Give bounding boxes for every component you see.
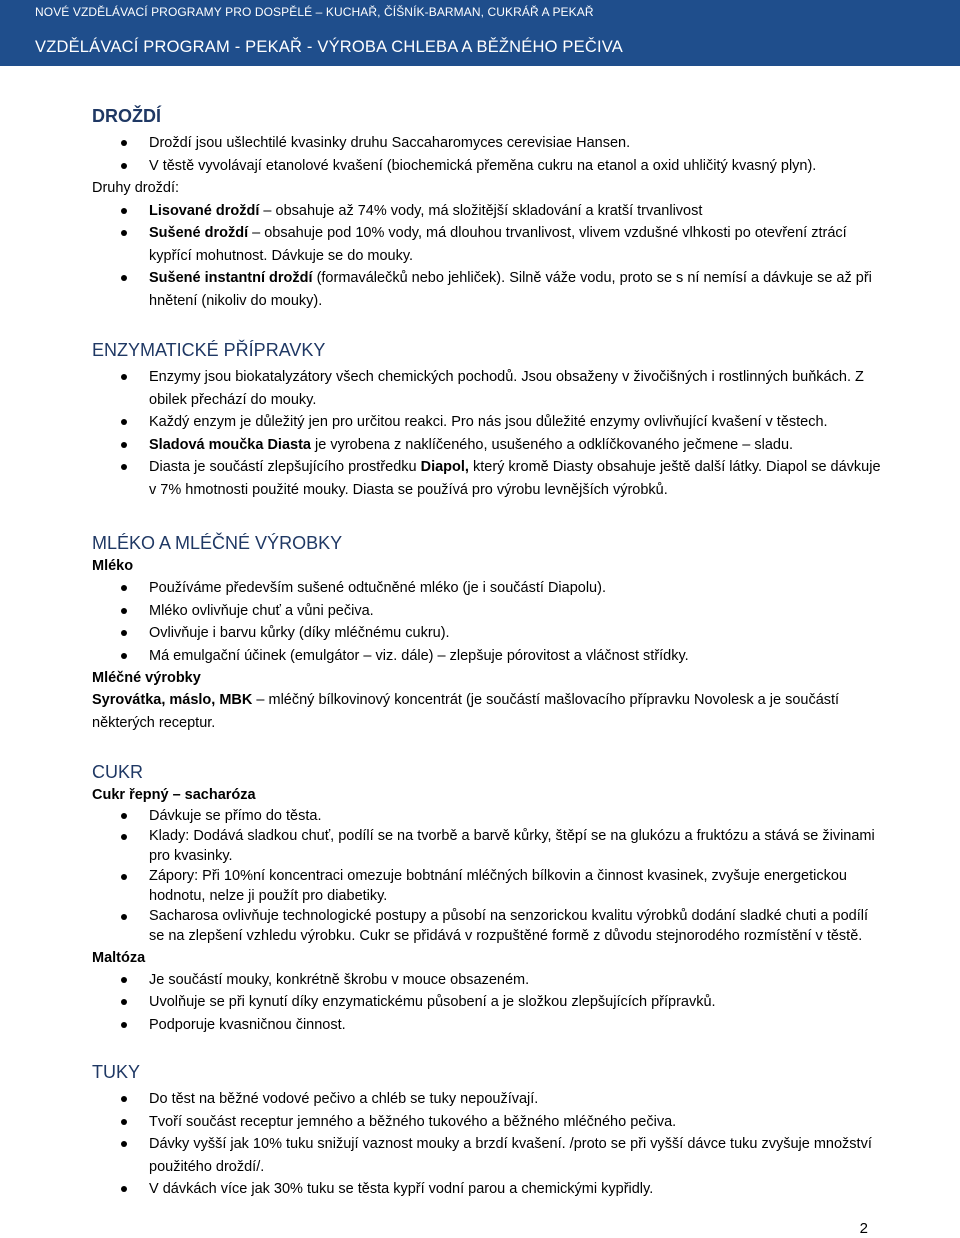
- definition: (formaválečků nebo jehliček). Silně váže vodu, proto se s ní nemísí a dávkuje se až při hnětení (nikoliv do mouky).: [149, 270, 872, 309]
- drozdi-types-label: Druhy droždí:: [92, 180, 180, 196]
- list-item: Sacharosa ovlivňuje technologické postupy a působí na senzorickou kvalitu výrobků dodání sladké chuti a podílí se na zlepšení vzhledu výrobku. Cukr se přidává v rozpuštěné formě z důvodu stejnorodého rozmístění v těstě.: [92, 907, 882, 947]
- definition: je vyrobena z naklíčeného, usušeného a odklíčkovaného ječmene – sladu.: [311, 436, 794, 453]
- subheading-mleko: Mléko: [92, 558, 134, 574]
- term: Syrovátka, máslo, MBK: [92, 692, 253, 708]
- list-item: Dávkuje se přímo do těsta.: [92, 806, 882, 827]
- list-item: Je součástí mouky, konkrétně škrobu v mouce obsazeném.: [92, 969, 882, 992]
- header-program-line: NOVÉ VZDĚLÁVACÍ PROGRAMY PRO DOSPĚLÉ – KUCHAŘ, ČÍŠNÍK-BARMAN, CUKRÁŘ A PEKAŘ: [35, 5, 594, 19]
- mleko-list: [92, 577, 882, 667]
- list-item: Klady: Dodává sladkou chuť, podílí se na tvorbě a barvě kůrky, štěpí se na glukózu a fruktózu a stává se živinami pro kvasinky.: [92, 827, 882, 867]
- list-item: Tvoří součást receptur jemného a běžného tukového a běžného mléčného pečiva.: [92, 1111, 882, 1134]
- list-item: Enzymy jsou biokatalyzátory všech chemických pochodů. Jsou obsaženy v živočišných i rostlinných buňkách. Z obilek přechází do mouky.: [92, 366, 882, 411]
- list-item: [92, 222, 882, 267]
- term: Sladová moučka Diasta: [149, 436, 311, 453]
- mlecne-vyrobky-paragraph: [92, 689, 882, 734]
- list-item: Uvolňuje se při kynutí díky enzymatickému působení a je složkou zlepšujících přípravků.: [92, 991, 882, 1014]
- list-item: Do těst na běžné vodové pečivo a chléb se tuky nepoužívají.: [92, 1088, 882, 1111]
- list-item: Droždí jsou ušlechtilé kvasinky druhu Saccaharomyces cerevisiae Hansen.: [92, 132, 882, 155]
- term: Lisované droždí: [149, 202, 260, 219]
- list-item: V dávkách více jak 30% tuku se těsta kypří vodní parou a chemickými kypřidly.: [92, 1178, 882, 1201]
- term: Sušené droždí: [149, 225, 249, 241]
- term: Diapol,: [420, 459, 469, 475]
- section-heading-drozdi: DROŽDÍ: [92, 106, 161, 126]
- text: který kromě Diasty obsahuje ještě další látky. Diapol se dávkuje v 7% hmotnosti použité mouky. Diasta se používá pro výrobu levnějších výrobků.: [149, 459, 881, 498]
- list-item: [92, 456, 882, 501]
- subheading-mlecne-vyrobky: Mléčné výrobky: [92, 670, 201, 686]
- definition: – obsahuje pod 10% vody, má dlouhou trvanlivost, vlivem vzdušné vlhkosti po otevření ztrácí kypřící mohutnost. Dávkuje se do mouky.: [149, 225, 847, 264]
- section-heading-tuky: TUKY: [92, 1062, 141, 1082]
- enzymy-list: [92, 366, 882, 501]
- definition: – obsahuje až 74% vody, má složitější skladování a kratší trvanlivost: [259, 202, 703, 219]
- header-title: VZDĚLÁVACÍ PROGRAM - PEKAŘ - VÝROBA CHLEBA A BĚŽNÉHO PEČIVA: [35, 38, 623, 56]
- list-item: Zápory: Při 10%ní koncentraci omezuje bobtnání mléčných bílkovin a činnost kvasinek, zvyšuje energetickou hodnotu, nelze ji použít pro diabetiky.: [92, 867, 882, 907]
- section-heading-enzymy: ENZYMATICKÉ PŘÍPRAVKY: [92, 340, 326, 360]
- list-item: Podporuje kvasničnou činnost.: [92, 1014, 882, 1037]
- term: Sušené instantní droždí: [149, 270, 313, 286]
- section-heading-mleko: MLÉKO A MLÉČNÉ VÝROBKY: [92, 533, 343, 553]
- header-band: [0, 0, 960, 66]
- list-item: Mléko ovlivňuje chuť a vůni pečiva.: [92, 600, 882, 623]
- drozdi-list: [92, 132, 882, 177]
- page-number: 2: [859, 1220, 868, 1237]
- cukr-list: [92, 806, 882, 947]
- list-item: Má emulgační účinek (emulgátor – viz. dále) – zlepšuje pórovitost a vláčnost střídky.: [92, 645, 882, 668]
- list-item: Používáme především sušené odtučněné mléko (je i součástí Diapolu).: [92, 577, 882, 600]
- drozdi-types-list: [92, 200, 882, 313]
- list-item: Dávky vyšší jak 10% tuku snižují vaznost mouky a brzdí kvašení. /proto se při vyšší dávce tuku zvyšuje množství použitého droždí/.: [92, 1133, 882, 1178]
- tuky-list: [92, 1088, 882, 1201]
- subheading-maltoza: Maltóza: [92, 949, 146, 966]
- maltoza-list: [92, 969, 882, 1037]
- list-item: Každý enzym je důležitý jen pro určitou reakci. Pro nás jsou důležité enzymy ovlivňující kvašení v těstech.: [92, 411, 882, 434]
- section-heading-cukr: CUKR: [92, 762, 144, 782]
- list-item: [92, 267, 882, 312]
- list-item: [92, 200, 882, 223]
- list-item: V těstě vyvolávají etanolové kvašení (biochemická přeměna cukru na etanol a oxid uhličitý kvasný plyn).: [92, 155, 882, 178]
- list-item: [92, 434, 882, 457]
- list-item: Ovlivňuje i barvu kůrky (díky mléčnému cukru).: [92, 622, 882, 645]
- subheading-cukr-repny: Cukr řepný – sacharóza: [92, 787, 256, 803]
- text: Diasta je součástí zlepšujícího prostředku: [149, 459, 421, 475]
- document-body: [92, 104, 882, 1201]
- definition: – mléčný bílkovinový koncentrát (je součástí mašlovacího přípravku Novolesk a je součástí některých receptur.: [92, 692, 840, 731]
